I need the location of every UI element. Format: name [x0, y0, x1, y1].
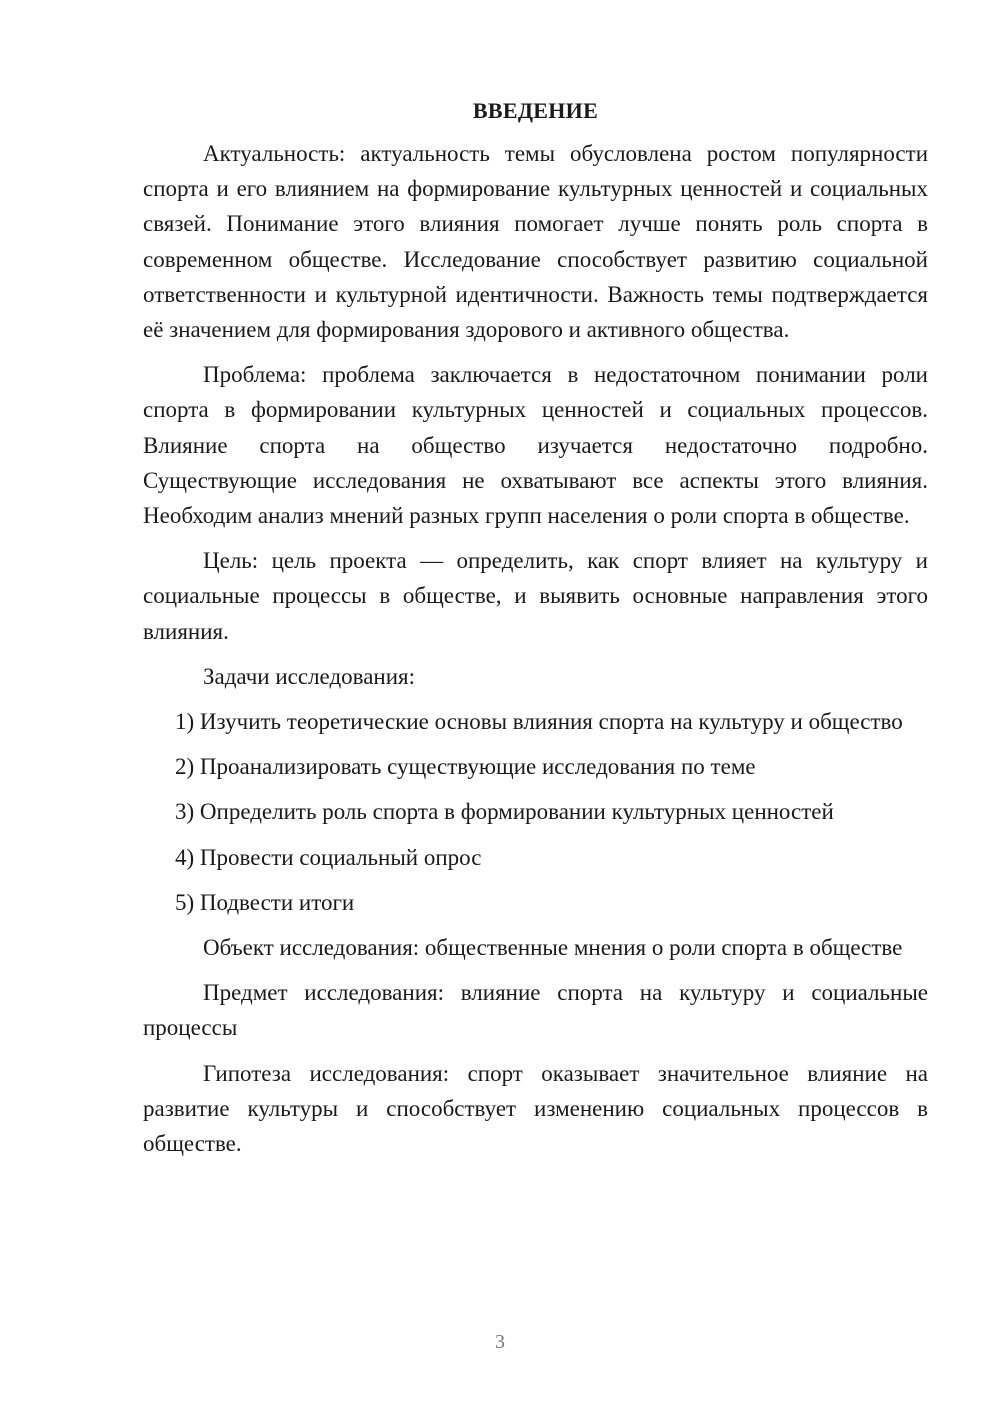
list-item: 4) Провести социальный опрос	[175, 844, 482, 870]
paragraph-problem: Проблема: проблема заключается в недостаточном понимании роли спорта в формировании культурных ценностей и социальных процессов. Влияние спорта на общество изучается недостаточно подробно. Существующие исследования не охватывают все аспекты этого влияния. Необходим анализ мнений разных групп населения о роли спорта в обществе.	[143, 362, 928, 529]
page-content	[143, 93, 928, 1171]
paragraph-hypothesis: Гипотеза исследования: спорт оказывает значительное влияние на развитие культуры и способствует изменению социальных процессов в обществе.	[143, 1060, 928, 1157]
list-item: 5) Подвести итоги	[175, 889, 355, 915]
page-number: 3	[495, 1331, 505, 1353]
page-title: ВВЕДЕНИЕ	[472, 98, 599, 123]
list-item: 1) Изучить теоретические основы влияния спорта на культуру и общество	[175, 709, 903, 735]
paragraph-relevance: Актуальность: актуальность темы обусловлена ростом популярности спорта и его влиянием на формирование культурных ценностей и социальных связей. Понимание этого влияния помогает лучше понять роль спорта в современном обществе. Исследование способствует развитию социальной ответственности и культурной идентичности. Важность темы подтверждается её значением для формирования здорового и активного общества.	[143, 141, 928, 343]
paragraph-object: Объект исследования: общественные мнения о роли спорта в обществе	[203, 935, 903, 961]
paragraph-goal: Цель: цель проекта — определить, как спорт влияет на культуру и социальные процессы в обществе, и выявить основные направления этого влияния.	[143, 548, 928, 644]
list-item: 2) Проанализировать существующие исследования по теме	[175, 754, 756, 780]
tasks-heading: Задачи исследования:	[203, 663, 416, 689]
paragraph-subject: Предмет исследования: влияние спорта на культуру и социальные процессы	[143, 980, 928, 1041]
list-item: 3) Определить роль спорта в формировании культурных ценностей	[175, 799, 834, 825]
tasks-list	[143, 704, 928, 920]
